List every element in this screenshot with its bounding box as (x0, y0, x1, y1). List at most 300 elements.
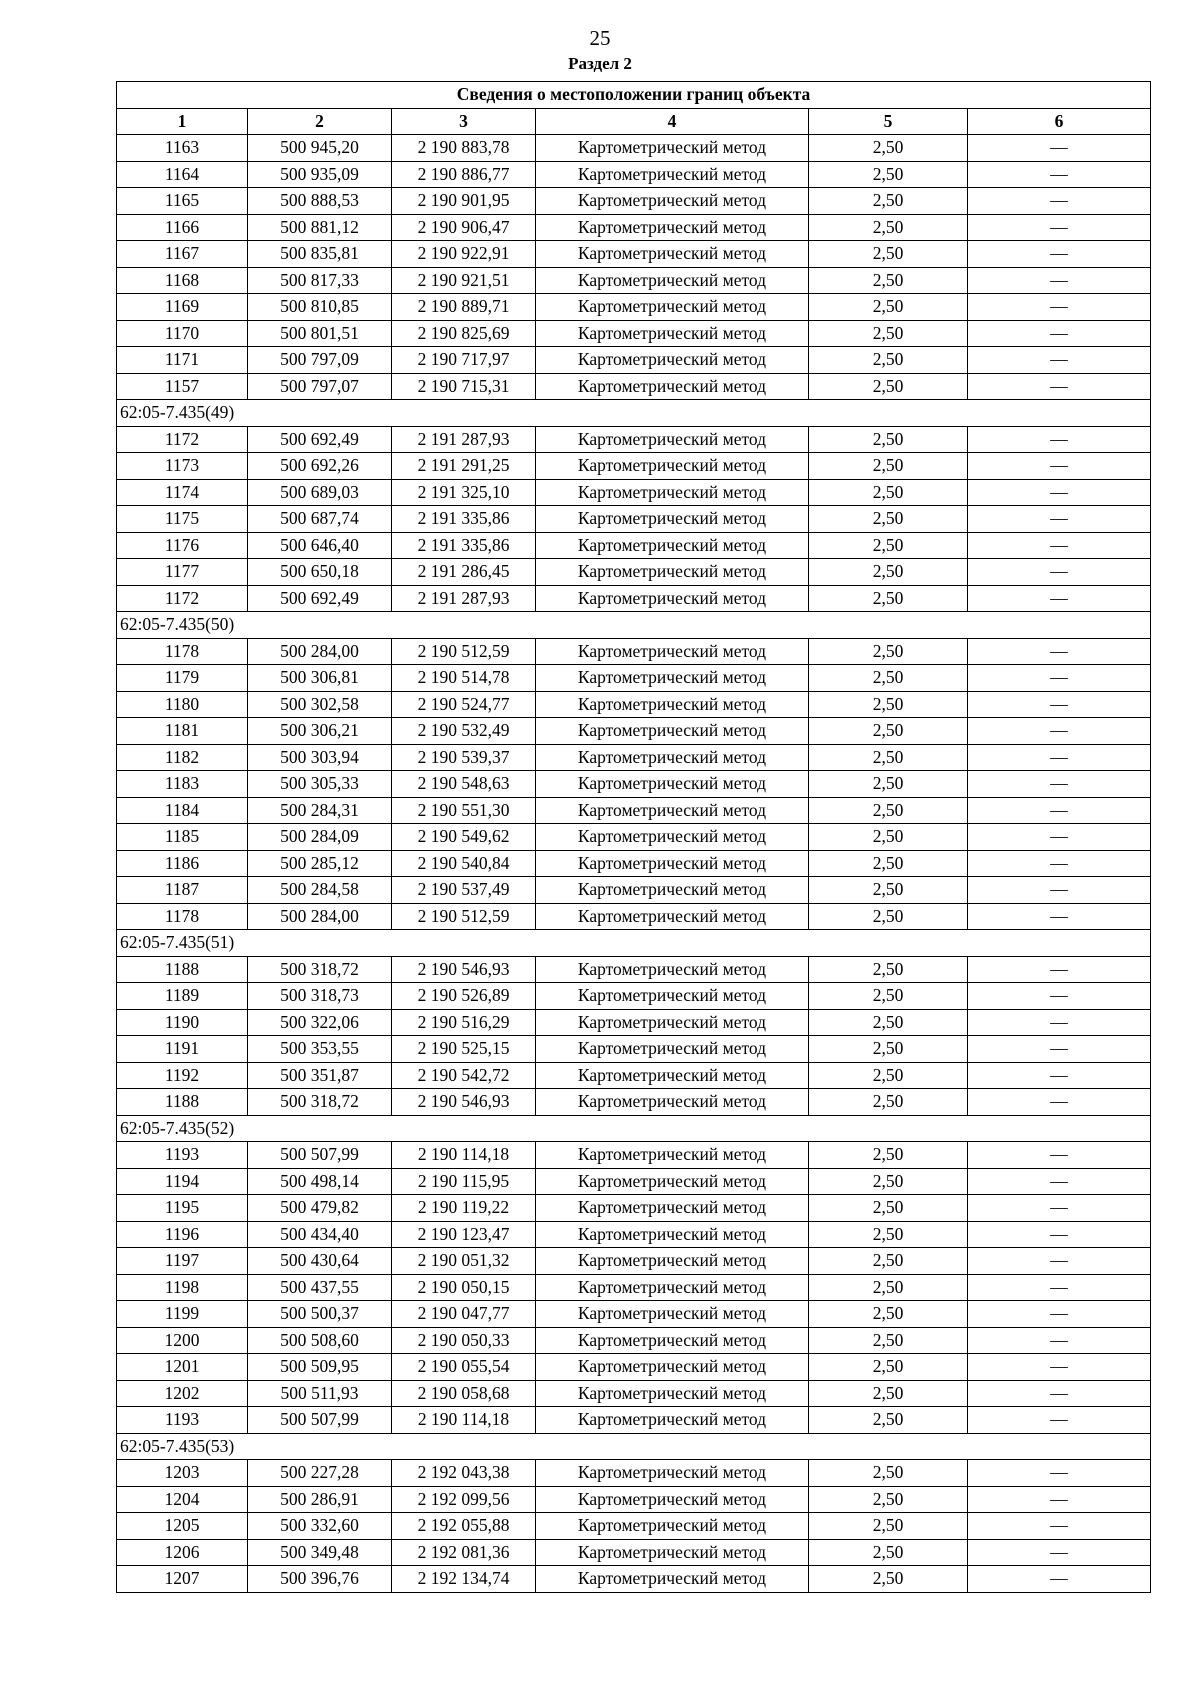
method-cell: Картометрический метод (536, 638, 809, 665)
y-coordinate-cell: 2 192 134,74 (392, 1566, 536, 1593)
table-row (117, 1221, 1151, 1248)
accuracy-cell: 2,50 (809, 665, 968, 692)
description-cell: — (968, 877, 1151, 904)
y-coordinate-cell: 2 192 055,88 (392, 1513, 536, 1540)
description-cell: — (968, 1009, 1151, 1036)
accuracy-cell: 2,50 (809, 373, 968, 400)
description-cell: — (968, 1327, 1151, 1354)
y-coordinate-cell: 2 190 525,15 (392, 1036, 536, 1063)
description-cell: — (968, 320, 1151, 347)
table-row (117, 1036, 1151, 1063)
section-title: Раздел 2 (568, 54, 632, 73)
point-number-cell: 1174 (117, 479, 248, 506)
x-coordinate-cell: 500 286,91 (248, 1486, 392, 1513)
table-row (117, 347, 1151, 374)
accuracy-cell: 2,50 (809, 1301, 968, 1328)
method-cell: Картометрический метод (536, 1009, 809, 1036)
y-coordinate-cell: 2 190 114,18 (392, 1407, 536, 1434)
point-number-cell: 1200 (117, 1327, 248, 1354)
table-row (117, 267, 1151, 294)
y-coordinate-cell: 2 190 551,30 (392, 797, 536, 824)
x-coordinate-cell: 500 498,14 (248, 1168, 392, 1195)
x-coordinate-cell: 500 305,33 (248, 771, 392, 798)
table-row (117, 850, 1151, 877)
point-number-cell: 1191 (117, 1036, 248, 1063)
x-coordinate-cell: 500 509,95 (248, 1354, 392, 1381)
y-coordinate-cell: 2 191 291,25 (392, 453, 536, 480)
point-number-cell: 1170 (117, 320, 248, 347)
description-cell: — (968, 585, 1151, 612)
description-cell: — (968, 744, 1151, 771)
point-number-cell: 1171 (117, 347, 248, 374)
y-coordinate-cell: 2 190 921,51 (392, 267, 536, 294)
x-coordinate-cell: 500 507,99 (248, 1407, 392, 1434)
description-cell: — (968, 1036, 1151, 1063)
table-row (117, 1248, 1151, 1275)
description-cell: — (968, 983, 1151, 1010)
description-cell: — (968, 850, 1151, 877)
parcel-group-row (117, 400, 1151, 427)
point-number-cell: 1184 (117, 797, 248, 824)
y-coordinate-cell: 2 190 115,95 (392, 1168, 536, 1195)
x-coordinate-cell: 500 302,58 (248, 691, 392, 718)
table-row (117, 718, 1151, 745)
y-coordinate-cell: 2 192 081,36 (392, 1539, 536, 1566)
point-number-cell: 1202 (117, 1380, 248, 1407)
point-number-cell: 1193 (117, 1407, 248, 1434)
x-coordinate-cell: 500 945,20 (248, 135, 392, 162)
y-coordinate-cell: 2 190 114,18 (392, 1142, 536, 1169)
method-cell: Картометрический метод (536, 744, 809, 771)
method-cell: Картометрический метод (536, 1195, 809, 1222)
x-coordinate-cell: 500 507,99 (248, 1142, 392, 1169)
parcel-group-row (117, 930, 1151, 957)
point-number-cell: 1207 (117, 1566, 248, 1593)
description-cell: — (968, 1460, 1151, 1487)
table-row (117, 1274, 1151, 1301)
y-coordinate-cell: 2 190 058,68 (392, 1380, 536, 1407)
accuracy-cell: 2,50 (809, 1036, 968, 1063)
accuracy-cell: 2,50 (809, 559, 968, 586)
x-coordinate-cell: 500 692,49 (248, 585, 392, 612)
method-cell: Картометрический метод (536, 797, 809, 824)
method-cell: Картометрический метод (536, 1539, 809, 1566)
method-cell: Картометрический метод (536, 1036, 809, 1063)
description-cell: — (968, 1168, 1151, 1195)
method-cell: Картометрический метод (536, 691, 809, 718)
table-row (117, 1062, 1151, 1089)
table-row (117, 294, 1151, 321)
method-cell: Картометрический метод (536, 559, 809, 586)
accuracy-cell: 2,50 (809, 1089, 968, 1116)
table-row (117, 188, 1151, 215)
accuracy-cell: 2,50 (809, 1142, 968, 1169)
y-coordinate-cell: 2 191 287,93 (392, 426, 536, 453)
column-header: 2 (248, 108, 392, 135)
method-cell: Картометрический метод (536, 850, 809, 877)
x-coordinate-cell: 500 689,03 (248, 479, 392, 506)
method-cell: Картометрический метод (536, 188, 809, 215)
x-coordinate-cell: 500 437,55 (248, 1274, 392, 1301)
point-number-cell: 1185 (117, 824, 248, 851)
table-row (117, 1539, 1151, 1566)
column-header: 6 (968, 108, 1151, 135)
accuracy-cell: 2,50 (809, 1380, 968, 1407)
table-row (117, 638, 1151, 665)
method-cell: Картометрический метод (536, 214, 809, 241)
table-caption-row (117, 82, 1151, 109)
point-number-cell: 1188 (117, 956, 248, 983)
x-coordinate-cell: 500 797,09 (248, 347, 392, 374)
method-cell: Картометрический метод (536, 1380, 809, 1407)
x-coordinate-cell: 500 511,93 (248, 1380, 392, 1407)
accuracy-cell: 2,50 (809, 824, 968, 851)
method-cell: Картометрический метод (536, 1221, 809, 1248)
x-coordinate-cell: 500 349,48 (248, 1539, 392, 1566)
parcel-group-row (117, 1115, 1151, 1142)
point-number-cell: 1181 (117, 718, 248, 745)
x-coordinate-cell: 500 692,26 (248, 453, 392, 480)
method-cell: Картометрический метод (536, 506, 809, 533)
description-cell: — (968, 532, 1151, 559)
table-row (117, 373, 1151, 400)
method-cell: Картометрический метод (536, 1062, 809, 1089)
description-cell: — (968, 347, 1151, 374)
description-cell: — (968, 691, 1151, 718)
method-cell: Картометрический метод (536, 903, 809, 930)
y-coordinate-cell: 2 190 512,59 (392, 638, 536, 665)
x-coordinate-cell: 500 888,53 (248, 188, 392, 215)
x-coordinate-cell: 500 692,49 (248, 426, 392, 453)
accuracy-cell: 2,50 (809, 320, 968, 347)
x-coordinate-cell: 500 650,18 (248, 559, 392, 586)
y-coordinate-cell: 2 190 901,95 (392, 188, 536, 215)
table-row (117, 1142, 1151, 1169)
method-cell: Картометрический метод (536, 1301, 809, 1328)
table-row (117, 241, 1151, 268)
accuracy-cell: 2,50 (809, 1460, 968, 1487)
method-cell: Картометрический метод (536, 373, 809, 400)
method-cell: Картометрический метод (536, 426, 809, 453)
description-cell: — (968, 161, 1151, 188)
point-number-cell: 1173 (117, 453, 248, 480)
description-cell: — (968, 426, 1151, 453)
description-cell: — (968, 1407, 1151, 1434)
accuracy-cell: 2,50 (809, 479, 968, 506)
table-row (117, 1513, 1151, 1540)
accuracy-cell: 2,50 (809, 188, 968, 215)
y-coordinate-cell: 2 191 286,45 (392, 559, 536, 586)
point-number-cell: 1204 (117, 1486, 248, 1513)
x-coordinate-cell: 500 284,31 (248, 797, 392, 824)
x-coordinate-cell: 500 318,72 (248, 1089, 392, 1116)
accuracy-cell: 2,50 (809, 1513, 968, 1540)
table-row (117, 1327, 1151, 1354)
y-coordinate-cell: 2 191 325,10 (392, 479, 536, 506)
point-number-cell: 1187 (117, 877, 248, 904)
table-row (117, 1301, 1151, 1328)
description-cell: — (968, 903, 1151, 930)
y-coordinate-cell: 2 190 119,22 (392, 1195, 536, 1222)
parcel-group-label: 62:05-7.435(50) (117, 612, 1151, 639)
description-cell: — (968, 1089, 1151, 1116)
description-cell: — (968, 718, 1151, 745)
method-cell: Картометрический метод (536, 1142, 809, 1169)
table-body (117, 82, 1151, 1593)
x-coordinate-cell: 500 646,40 (248, 532, 392, 559)
description-cell: — (968, 665, 1151, 692)
table-row (117, 691, 1151, 718)
table-row (117, 665, 1151, 692)
point-number-cell: 1175 (117, 506, 248, 533)
accuracy-cell: 2,50 (809, 1539, 968, 1566)
accuracy-cell: 2,50 (809, 1274, 968, 1301)
table-row (117, 1195, 1151, 1222)
point-number-cell: 1165 (117, 188, 248, 215)
y-coordinate-cell: 2 190 548,63 (392, 771, 536, 798)
point-number-cell: 1188 (117, 1089, 248, 1116)
table-row (117, 161, 1151, 188)
parcel-group-row (117, 1433, 1151, 1460)
x-coordinate-cell: 500 284,00 (248, 903, 392, 930)
description-cell: — (968, 1195, 1151, 1222)
method-cell: Картометрический метод (536, 320, 809, 347)
column-header: 3 (392, 108, 536, 135)
column-header: 5 (809, 108, 968, 135)
table-row (117, 585, 1151, 612)
accuracy-cell: 2,50 (809, 718, 968, 745)
column-header: 4 (536, 108, 809, 135)
x-coordinate-cell: 500 508,60 (248, 1327, 392, 1354)
accuracy-cell: 2,50 (809, 506, 968, 533)
y-coordinate-cell: 2 191 335,86 (392, 532, 536, 559)
method-cell: Картометрический метод (536, 135, 809, 162)
x-coordinate-cell: 500 332,60 (248, 1513, 392, 1540)
table-row (117, 1168, 1151, 1195)
column-header: 1 (117, 108, 248, 135)
description-cell: — (968, 1274, 1151, 1301)
description-cell: — (968, 1354, 1151, 1381)
parcel-group-label: 62:05-7.435(52) (117, 1115, 1151, 1142)
point-number-cell: 1177 (117, 559, 248, 586)
point-number-cell: 1197 (117, 1248, 248, 1275)
y-coordinate-cell: 2 190 549,62 (392, 824, 536, 851)
x-coordinate-cell: 500 479,82 (248, 1195, 392, 1222)
point-number-cell: 1186 (117, 850, 248, 877)
table-header-row (117, 108, 1151, 135)
accuracy-cell: 2,50 (809, 1407, 968, 1434)
y-coordinate-cell: 2 190 883,78 (392, 135, 536, 162)
y-coordinate-cell: 2 190 539,37 (392, 744, 536, 771)
accuracy-cell: 2,50 (809, 903, 968, 930)
point-number-cell: 1157 (117, 373, 248, 400)
method-cell: Картометрический метод (536, 1274, 809, 1301)
x-coordinate-cell: 500 284,09 (248, 824, 392, 851)
method-cell: Картометрический метод (536, 771, 809, 798)
description-cell: — (968, 214, 1151, 241)
point-number-cell: 1190 (117, 1009, 248, 1036)
table-row (117, 771, 1151, 798)
y-coordinate-cell: 2 191 287,93 (392, 585, 536, 612)
page-number: 25 (589, 26, 611, 50)
parcel-group-row (117, 612, 1151, 639)
accuracy-cell: 2,50 (809, 1327, 968, 1354)
y-coordinate-cell: 2 190 540,84 (392, 850, 536, 877)
accuracy-cell: 2,50 (809, 267, 968, 294)
table-row (117, 479, 1151, 506)
parcel-group-label: 62:05-7.435(53) (117, 1433, 1151, 1460)
table-row (117, 214, 1151, 241)
accuracy-cell: 2,50 (809, 771, 968, 798)
description-cell: — (968, 956, 1151, 983)
description-cell: — (968, 1380, 1151, 1407)
point-number-cell: 1172 (117, 585, 248, 612)
x-coordinate-cell: 500 322,06 (248, 1009, 392, 1036)
y-coordinate-cell: 2 191 335,86 (392, 506, 536, 533)
method-cell: Картометрический метод (536, 479, 809, 506)
table-row (117, 1486, 1151, 1513)
x-coordinate-cell: 500 396,76 (248, 1566, 392, 1593)
description-cell: — (968, 1062, 1151, 1089)
description-cell: — (968, 294, 1151, 321)
point-number-cell: 1192 (117, 1062, 248, 1089)
table-row (117, 1089, 1151, 1116)
accuracy-cell: 2,50 (809, 691, 968, 718)
point-number-cell: 1205 (117, 1513, 248, 1540)
method-cell: Картометрический метод (536, 1566, 809, 1593)
y-coordinate-cell: 2 190 516,29 (392, 1009, 536, 1036)
point-number-cell: 1196 (117, 1221, 248, 1248)
y-coordinate-cell: 2 190 886,77 (392, 161, 536, 188)
y-coordinate-cell: 2 190 889,71 (392, 294, 536, 321)
table-row (117, 877, 1151, 904)
point-number-cell: 1203 (117, 1460, 248, 1487)
accuracy-cell: 2,50 (809, 877, 968, 904)
y-coordinate-cell: 2 190 047,77 (392, 1301, 536, 1328)
method-cell: Картометрический метод (536, 1486, 809, 1513)
table-row (117, 426, 1151, 453)
method-cell: Картометрический метод (536, 824, 809, 851)
description-cell: — (968, 638, 1151, 665)
description-cell: — (968, 267, 1151, 294)
table-row (117, 1354, 1151, 1381)
accuracy-cell: 2,50 (809, 135, 968, 162)
table-row (117, 1009, 1151, 1036)
table-row (117, 903, 1151, 930)
description-cell: — (968, 1221, 1151, 1248)
method-cell: Картометрический метод (536, 1248, 809, 1275)
y-coordinate-cell: 2 190 051,32 (392, 1248, 536, 1275)
x-coordinate-cell: 500 881,12 (248, 214, 392, 241)
method-cell: Картометрический метод (536, 161, 809, 188)
method-cell: Картометрический метод (536, 347, 809, 374)
y-coordinate-cell: 2 190 526,89 (392, 983, 536, 1010)
method-cell: Картометрический метод (536, 1168, 809, 1195)
accuracy-cell: 2,50 (809, 744, 968, 771)
method-cell: Картометрический метод (536, 983, 809, 1010)
x-coordinate-cell: 500 351,87 (248, 1062, 392, 1089)
table-row (117, 824, 1151, 851)
method-cell: Картометрический метод (536, 532, 809, 559)
point-number-cell: 1166 (117, 214, 248, 241)
y-coordinate-cell: 2 190 922,91 (392, 241, 536, 268)
point-number-cell: 1167 (117, 241, 248, 268)
y-coordinate-cell: 2 190 542,72 (392, 1062, 536, 1089)
y-coordinate-cell: 2 190 514,78 (392, 665, 536, 692)
description-cell: — (968, 1248, 1151, 1275)
method-cell: Картометрический метод (536, 1460, 809, 1487)
x-coordinate-cell: 500 318,73 (248, 983, 392, 1010)
table-row (117, 320, 1151, 347)
point-number-cell: 1180 (117, 691, 248, 718)
table-row (117, 453, 1151, 480)
accuracy-cell: 2,50 (809, 1486, 968, 1513)
y-coordinate-cell: 2 190 546,93 (392, 1089, 536, 1116)
x-coordinate-cell: 500 306,21 (248, 718, 392, 745)
method-cell: Картометрический метод (536, 1513, 809, 1540)
method-cell: Картометрический метод (536, 453, 809, 480)
method-cell: Картометрический метод (536, 956, 809, 983)
point-number-cell: 1164 (117, 161, 248, 188)
description-cell: — (968, 1486, 1151, 1513)
x-coordinate-cell: 500 284,00 (248, 638, 392, 665)
description-cell: — (968, 1142, 1151, 1169)
point-number-cell: 1178 (117, 638, 248, 665)
accuracy-cell: 2,50 (809, 983, 968, 1010)
table-row (117, 744, 1151, 771)
accuracy-cell: 2,50 (809, 1354, 968, 1381)
accuracy-cell: 2,50 (809, 850, 968, 877)
y-coordinate-cell: 2 190 825,69 (392, 320, 536, 347)
table-caption: Сведения о местоположении границ объекта (117, 82, 1151, 109)
table-row (117, 1460, 1151, 1487)
x-coordinate-cell: 500 430,64 (248, 1248, 392, 1275)
boundary-coordinates-table (116, 81, 1151, 1593)
point-number-cell: 1194 (117, 1168, 248, 1195)
y-coordinate-cell: 2 190 050,15 (392, 1274, 536, 1301)
description-cell: — (968, 453, 1151, 480)
y-coordinate-cell: 2 190 524,77 (392, 691, 536, 718)
method-cell: Картометрический метод (536, 665, 809, 692)
point-number-cell: 1168 (117, 267, 248, 294)
method-cell: Картометрический метод (536, 294, 809, 321)
x-coordinate-cell: 500 500,37 (248, 1301, 392, 1328)
accuracy-cell: 2,50 (809, 426, 968, 453)
point-number-cell: 1163 (117, 135, 248, 162)
x-coordinate-cell: 500 687,74 (248, 506, 392, 533)
accuracy-cell: 2,50 (809, 241, 968, 268)
accuracy-cell: 2,50 (809, 585, 968, 612)
parcel-group-label: 62:05-7.435(51) (117, 930, 1151, 957)
description-cell: — (968, 797, 1151, 824)
table-row (117, 956, 1151, 983)
point-number-cell: 1169 (117, 294, 248, 321)
point-number-cell: 1201 (117, 1354, 248, 1381)
method-cell: Картометрический метод (536, 267, 809, 294)
method-cell: Картометрический метод (536, 1407, 809, 1434)
y-coordinate-cell: 2 190 512,59 (392, 903, 536, 930)
y-coordinate-cell: 2 192 043,38 (392, 1460, 536, 1487)
table-row (117, 559, 1151, 586)
description-cell: — (968, 241, 1151, 268)
accuracy-cell: 2,50 (809, 214, 968, 241)
accuracy-cell: 2,50 (809, 638, 968, 665)
x-coordinate-cell: 500 935,09 (248, 161, 392, 188)
point-number-cell: 1189 (117, 983, 248, 1010)
accuracy-cell: 2,50 (809, 1009, 968, 1036)
accuracy-cell: 2,50 (809, 347, 968, 374)
x-coordinate-cell: 500 353,55 (248, 1036, 392, 1063)
